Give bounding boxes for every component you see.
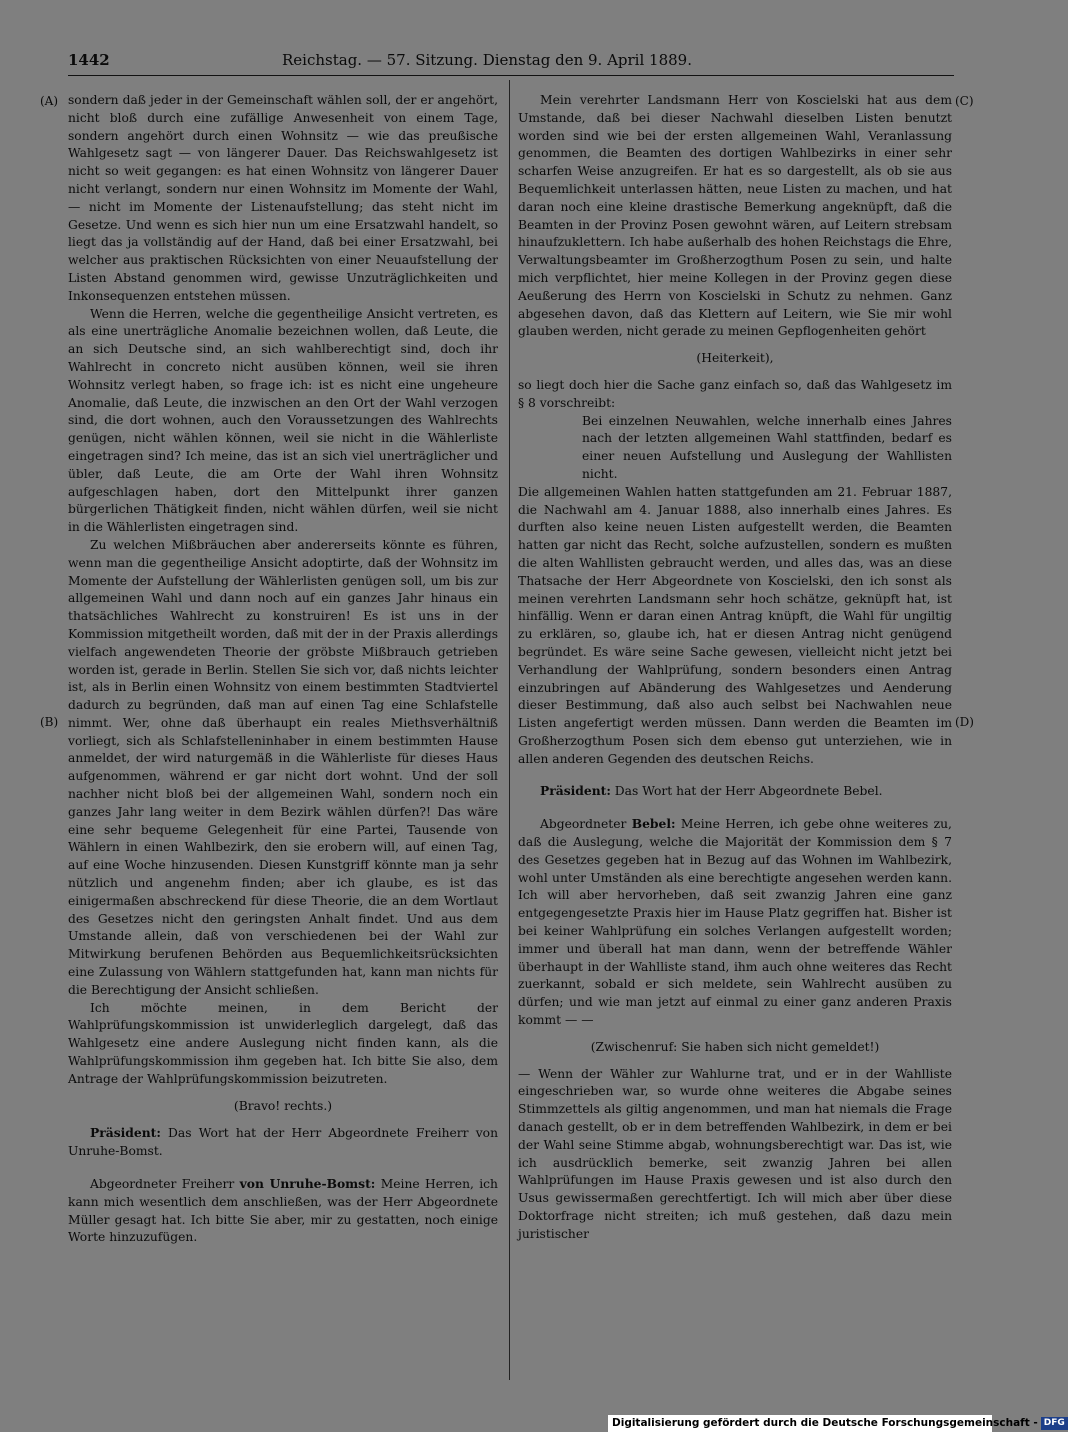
speech-text: Meine Herren, ich kann mich wesentlich dem anschließen, was der Herr Abgeordnete Müller gesagt hat. Ich bitte Sie aber, mir zu gestatten, noch einige Worte hinzuzufügen. — [68, 1177, 498, 1245]
paragraph: Zu welchen Mißbräuchen aber andererseits könnte es führen, wenn man die gegentheilige Ansicht adoptirte, daß der Wohnsitz im Momente der Aufstellung der Wählerlisten genügen soll, um bis zur allgemeinen Wahl und dann noch auf ein ganzes Jahr hinaus ein thatsächliches Wahlrecht zu konstruiren! Es ist uns in der Kommission mitgetheilt worden, daß mit der in der Praxis allerdings vielfach angewendeten Theorie der gröbste Mißbrauch getrieben worden ist, gerade in Berlin. Stellen Sie sich vor, daß nichts leichter ist, als in Berlin einen Wohnsitz von einem bestimmten Stadtviertel dadurch zu begründen, daß man auf einen Tag eine Schlafstelle nimmt. Wer, ohne daß überhaupt ein reales Miethsverhältniß vorliegt, sich als Schlafstelleninhaber in einem bestimmten Hause anmeldet, der wird naturgemäß in die Wählerliste für dieses Haus aufgenommen, während er gar nicht dort wohnt. Und der soll nachher nicht bloß bei der allgemeinen Wahl, sondern noch ein ganzes Jahr lang weiter in dem Bezirk wählen dürfen?! Das wäre eine sehr bequeme Gelegenheit für eine Partei, Tausende von Wählern in einen Wahlbezirk, den sie erobern will, auf einen Tag, auf eine Woche hinzusenden. Diesen Kunstgriff könnte man ja sehr nützlich und angenehm finden; aber ich glaube, es ist das einigermaßen abschreckend für diese Theorie, die an dem Wortlaut des Gesetzes nicht den geringsten Anhalt findet. Und aus dem Umstande allein, daß von verschiedenen bei der Wahl zur Mitwirkung berufenen Behörden aus Bequemlichkeitsrücksichten eine Zulassung von Wählern stattgefunden hat, kann man nichts für die Berechtigung der Ansicht schließen. — [68, 537, 498, 997]
margin-marker-a: (A) — [40, 94, 59, 108]
footer-text: Digitalisierung gefördert durch die Deutsche Forschungsgemeinschaft - — [612, 1417, 1038, 1429]
right-column — [518, 92, 952, 1244]
speech-bebel — [518, 815, 952, 1030]
paragraph: sondern daß jeder in der Gemeinschaft wählen soll, der er angehört, nicht bloß durch eine zufällige Anwesenheit von einem Tage, sondern angehört durch einen Wohnsitz — wie das preußische Wahlgesetz sagt — von längerer Dauer. Das Reichswahlgesetz ist nicht so weit gegangen: es hat einen Wohnsitz von längerer Dauer nicht verlangt, sondern nur einen Wohnsitz im Momente der Wahl, — nicht im Momente der Listenaufstellung; das steht nicht im Gesetze. Und wenn es sich hier nun um eine Ersatzwahl handelt, so liegt das ja vollständig auf der Hand, daß bei einer Ersatzwahl, bei welcher aus praktischen Rücksichten von einer Neuaufstellung der Listen Abstand genommen wird, gewisse Unzuträglichkeiten und Inkonsequenzen entstehen müssen. — [68, 93, 498, 303]
law-quote: Bei einzelnen Neuwahlen, welche innerhalb eines Jahres nach der letzten allgemeinen Wahl stattfinden, bedarf es einer neuen Aufstellung und Auslegung der Wahllisten nicht. — [582, 413, 952, 481]
page-header — [68, 48, 954, 72]
speaker-name: Bebel: — [631, 816, 676, 832]
margin-marker-c: (C) — [955, 94, 974, 108]
paragraph: so liegt doch hier die Sache ganz einfach so, daß das Wahlgesetz im § 8 vorschreibt: — [518, 377, 952, 410]
paragraph: Ich möchte meinen, in dem Bericht der Wahlprüfungskommission ist unwiderleglich dargelegt, daß das Wahlgesetz eine andere Auslegung nicht finden kann, als die Wahlprüfungskommission ihm gegeben hat. Ich bitte Sie also, dem Antrage der Wahlprüfungskommission beizutreten. — [68, 1000, 498, 1086]
president-statement — [68, 1124, 498, 1161]
speaker-prefix: Abgeordneter Freiherr — [90, 1177, 235, 1192]
margin-marker-d: (D) — [955, 715, 974, 729]
paragraph: Die allgemeinen Wahlen hatten stattgefunden am 21. Februar 1887, die Nachwahl am 4. Januar 1888, also innerhalb eines Jahres. Es durften also keine neuen Listen aufgestellt werden, die Beamten hatten gar nicht das Recht, solche aufzustellen, sondern es mußten die alten Wahllisten gebraucht werden, und alles das, was an diese Thatsache der Herr Abgeordnete von Koscielski, den ich sonst als meinen verehrten Landsmann sehr hoch schätze, geknüpft hat, ist hinfällig. Wenn er daran einen Antrag knüpft, die Wahl für ungiltig zu erklären, so, glaube ich, hat er diesen Antrag nicht genügend begründet. Es wäre seine Sache gewesen, vielleicht nicht jetzt bei Verhandlung der Wahlprüfung, sondern besonders einen Antrag einzubringen auf Abänderung des Wahlgesetzes und Aenderung dieser Bestimmung, daß also auch selbst bei Nachwahlen neue Listen angefertigt werden müssen. Dann werden die Beamten im Großherzogthum Posen sich dem ebenso gut unterziehen, wie in allen anderen Gegenden des deutschen Reichs. — [518, 484, 952, 766]
margin-marker-b: (B) — [40, 715, 59, 729]
paragraph: Mein verehrter Landsmann Herr von Koscielski hat aus dem Umstande, daß bei dieser Nachwahl dieselben Listen benutzt worden sind wie bei der ersten allgemeinen Wahl, Veranlassung genommen, die Beamten des dortigen Wahlbezirks in einer sehr scharfen Weise anzugreifen. Er hat es so dargestellt, als ob sie aus Bequemlichkeit unterlassen hätten, neue Listen zu machen, und hat daran noch eine kleine drastische Bemerkung angeknüpft, daß die Beamten in der Provinz Posen gewohnt wären, auf Leitern strebsam hinaufzuklettern. Ich habe außerhalb des hohen Reichstags die Ehre, Verwaltungsbeamter im Großherzogthum Posen zu sein, und halte mich verpflichtet, hier meine Kollegen in der Provinz gegen diese Aeußerung des Herrn von Koscielski in Schutz zu nehmen. Ganz abgesehen davon, daß das Klettern auf Leitern, wie Sie mir wohl glauben werden, nicht gerade zu meinen Gepflogenheiten gehört — [518, 93, 952, 339]
left-column — [68, 92, 498, 1247]
statement-text: Das Wort hat der Herr Abgeordnete Bebel. — [614, 784, 883, 799]
speaker-prefix: Abgeordneter — [540, 817, 627, 832]
applause-note: (Bravo! rechts.) — [233, 1098, 333, 1113]
page-number: 1442 — [68, 51, 110, 69]
paragraph: Wenn die Herren, welche die gegentheilige Ansicht vertreten, es als eine unerträgliche Anomalie bezeichnen wollen, daß Leute, die an sich Deutsche sind, an sich wahlberechtigt sind, doch ihr Wahlrecht in concreto nicht ausüben können, weil sie ihren Wohnsitz verlegt haben, so frage ich: ist es nicht eine ungeheure Anomalie, daß Leute, die inzwischen an den Ort der Wahl verzogen sind, die dort wohnen, auch den Voraussetzungen des Wahlrechts genügen, nicht wählen können, weil sie nicht in die Wählerliste eingetragen sind? Ich meine, das ist an sich viel unerträglicher und übler, daß Leute, die am Orte der Wahl ihren Wohnsitz aufgeschlagen haben, dort den Mittelpunkt ihrer ganzen bürgerlichen Thätigkeit finden, nicht wählen dürfen, weil sie nicht in die Wählerlisten eingetragen sind. — [68, 306, 498, 535]
laughter-note: (Heiterkeit), — [696, 351, 774, 366]
speech-text: Meine Herren, ich gebe ohne weiteres zu, daß die Auslegung, welche die Majorität der Kommission dem § 7 des Gesetzes gegeben hat in Bezug auf das Wohnen im Wahlbezirk, wohl unter Umständen als eine berechtigte angesehen werden kann. Ich will aber hervorheben, daß seit zwanzig Jahren eine ganz entgegengesetzte Praxis hier im Hause Platz gegriffen hat. Bisher ist bei keiner Wahlprüfung ein solches Verlangen aufgestellt worden; immer und überall hat man dann, wenn der betreffende Wähler überhaupt in der Wahlliste stand, ihm auch ohne weiteres das Recht zuerkannt, sobald er sich meldete, sein Wahlrecht ausüben zu dürfen; und wie man jetzt auf einmal zu einer ganz anderen Praxis kommt — — — [518, 817, 952, 1028]
header-rule — [68, 75, 954, 76]
speech-unruhe — [68, 1175, 498, 1247]
interjection-note: (Zwischenruf: Sie haben sich nicht gemeldet!) — [590, 1039, 880, 1054]
speaker-name: von Unruhe-Bomst: — [239, 1176, 376, 1192]
footer-credit — [608, 1415, 1065, 1432]
speaker-label: Präsident: — [540, 783, 611, 799]
column-divider — [509, 80, 510, 1380]
statement-text: Das Wort hat der Herr Abgeordnete Freiherr von Unruhe-Bomst. — [68, 1126, 498, 1159]
speaker-label: Präsident: — [90, 1125, 161, 1141]
dfg-logo-icon: DFG — [1041, 1417, 1068, 1430]
paragraph: — Wenn der Wähler zur Wahlurne trat, und er in der Wahlliste eingeschrieben war, so wurde ohne weiteres die Abgabe seines Stimmzettels als giltig angenommen, und man hat niemals die Frage danach gestellt, ob er in dem betreffenden Wahlbezirk, in dem er bei der Wahl seine Stimme abgab, wohnungsberechtigt war. Das ist, wie ich ausdrücklich bemerke, seit zwanzig Jahren bei allen Wahlprüfungen im Hause Praxis gewesen und ist also durch den Usus gewissermaßen gerechtfertigt. Ich will mich aber über diese Doktorfrage nicht streiten; ich muß gestehen, daß dazu mein juristischer — [518, 1066, 952, 1241]
page-title: Reichstag. — 57. Sitzung. Dienstag den 9. April 1889. — [282, 51, 692, 69]
president-statement — [518, 782, 952, 801]
